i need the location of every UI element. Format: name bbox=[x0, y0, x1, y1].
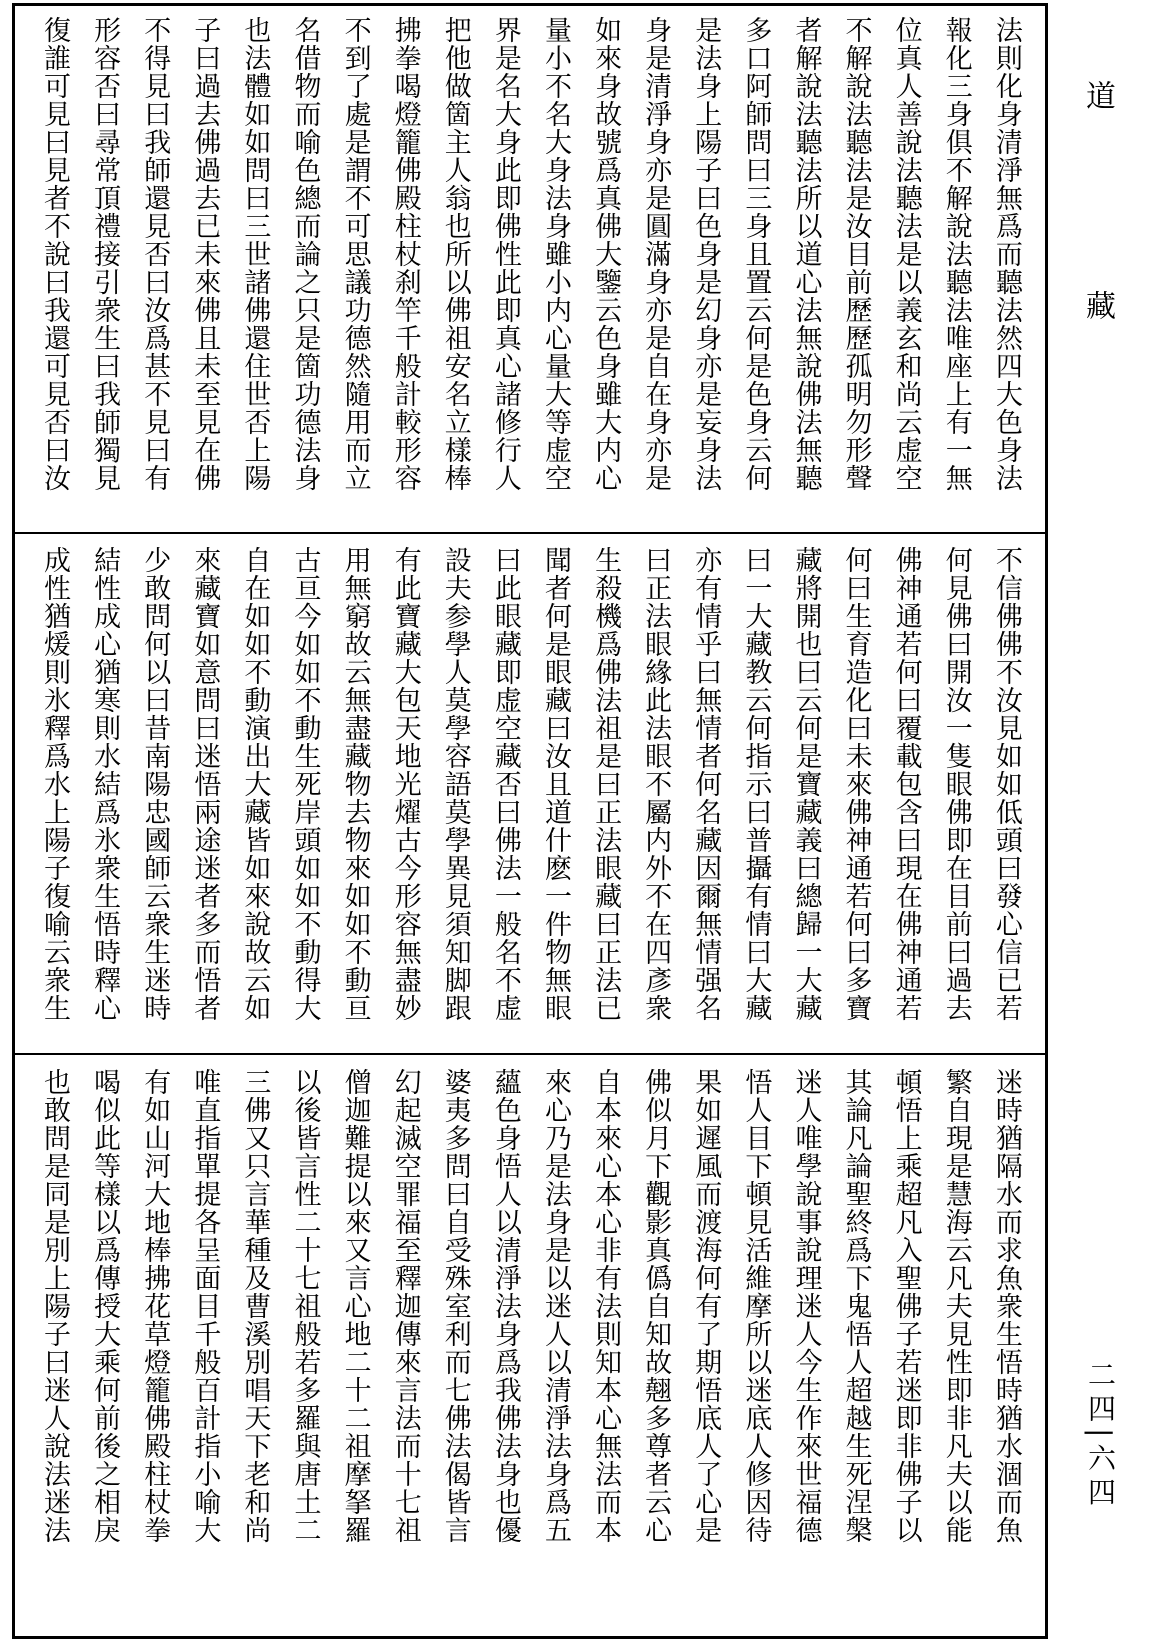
text-column: 名借物而喻色總而論之只是箇功德法身 bbox=[289, 16, 321, 492]
text-column: 用無窮故云無盡藏物去物來如如不動亘 bbox=[339, 546, 371, 1022]
text-column: 悟人目下頓見活維摩所以迷底人修因待 bbox=[740, 1068, 772, 1544]
text-column: 有此寶藏大包天地光燿古今形容無盡妙 bbox=[389, 546, 421, 1022]
text-column: 形容否曰尋常頂禮接引衆生曰我師獨見 bbox=[89, 16, 121, 492]
text-column: 子曰過去佛過去已未來佛且未至見在佛 bbox=[189, 16, 221, 492]
text-column: 報化三身俱不解說法聽法唯座上有一無 bbox=[940, 16, 972, 492]
text-column: 少敢問何以曰昔南陽忠國師云衆生迷時 bbox=[139, 546, 171, 1022]
text-band-bottom bbox=[15, 1068, 1045, 1623]
text-column: 者解說法聽法所以道心法無說佛法無聽 bbox=[790, 16, 822, 492]
text-band-top bbox=[15, 16, 1045, 521]
text-column: 結性成心猶寒則水結爲氷衆生悟時釋心 bbox=[89, 546, 121, 1022]
text-column: 量小不名大身法身雖小内心量大等虚空 bbox=[539, 16, 571, 492]
text-column: 拂拳喝燈籠佛殿柱杖刹竿千般計較形容 bbox=[389, 16, 421, 492]
text-column: 復誰可見曰見者不說曰我還可見否曰汝 bbox=[39, 16, 71, 492]
text-column: 曰正法眼緣此法眼不屬内外不在四彥衆 bbox=[640, 546, 672, 1022]
text-column: 亦有情乎曰無情者何名藏因爾無情强名 bbox=[690, 546, 722, 1022]
text-column: 來藏寶如意問曰迷悟兩途迷者多而悟者 bbox=[189, 546, 221, 1022]
text-column: 界是名大身此即佛性此即真心諸修行人 bbox=[489, 16, 521, 492]
text-column: 位真人善說法聽法是以義玄和尚云虚空 bbox=[890, 16, 922, 492]
text-column: 繁自現是慧海云凡夫見性即非凡夫以能 bbox=[940, 1068, 972, 1544]
text-column: 蘊色身悟人以清淨法身爲我佛法身也優 bbox=[489, 1068, 521, 1544]
text-column: 何曰生育造化曰未來佛神通若何曰多寶 bbox=[840, 546, 872, 1022]
text-column: 頓悟上乘超凡入聖佛子若迷即非佛子以 bbox=[890, 1068, 922, 1544]
margin-page-number: 二四|六四 bbox=[1084, 1360, 1117, 1512]
text-column: 來心乃是法身是以迷人以清淨法身爲五 bbox=[539, 1068, 571, 1544]
text-column: 藏將開也曰云何是寶藏義曰總歸一大藏 bbox=[790, 546, 822, 1022]
text-column: 聞者何是眼藏曰汝且道什麽一件物無眼 bbox=[539, 546, 571, 1022]
text-column: 不到了處是謂不可思議功德然隨用而立 bbox=[339, 16, 371, 492]
text-column: 生殺機爲佛法祖是曰正法眼藏曰正法已 bbox=[590, 546, 622, 1022]
text-column: 三佛又只言華種及曹溪別唱天下老和尚 bbox=[239, 1068, 271, 1544]
text-column: 迷時猶隔水而求魚衆生悟時猶水涸而魚 bbox=[990, 1068, 1022, 1544]
text-column: 幻起滅空罪福至釋迦傳來言法而十七祖 bbox=[389, 1068, 421, 1544]
text-column: 也敢問是同是別上陽子曰迷人說法迷法 bbox=[39, 1068, 71, 1544]
text-column: 曰一大藏教云何指示曰普攝有情曰大藏 bbox=[740, 546, 772, 1022]
text-column: 喝似此等樣以爲傳授大乘何前後之相戾 bbox=[89, 1068, 121, 1544]
text-column: 成性猶煖則氷釋爲水上陽子復喻云衆生 bbox=[39, 546, 71, 1022]
text-column: 也法體如如問曰三世諸佛還住世否上陽 bbox=[239, 16, 271, 492]
text-column: 何見佛曰開汝一隻眼佛即在目前曰過去 bbox=[940, 546, 972, 1022]
text-column: 法則化身清淨無爲而聽法然四大色身法 bbox=[990, 16, 1022, 492]
text-column: 迷人唯學說事說理迷人今生作來世福德 bbox=[790, 1068, 822, 1544]
text-column: 不信佛佛不汝見如如低頭曰發心信已若 bbox=[990, 546, 1022, 1022]
text-column: 唯直指單提各呈面目千般百計指小喻大 bbox=[189, 1068, 221, 1544]
text-column: 佛神通若何曰覆載包含曰現在佛神通若 bbox=[890, 546, 922, 1022]
text-column: 多口阿師問曰三身且置云何是色身云何 bbox=[740, 16, 772, 492]
band-divider-bottom bbox=[15, 1053, 1045, 1055]
text-column: 如來身故號爲真佛大鑒云色身雖大内心 bbox=[590, 16, 622, 492]
text-column: 不得見曰我師還見否曰汝爲甚不見曰有 bbox=[139, 16, 171, 492]
text-column: 其論凡論聖終爲下鬼悟人超越生死涅槃 bbox=[840, 1068, 872, 1544]
text-band-middle bbox=[15, 546, 1045, 1046]
text-column: 婆夷多問曰自受殊室利而七佛法偈皆言 bbox=[439, 1068, 471, 1544]
text-column: 僧迦難提以來又言心地二十二祖摩拏羅 bbox=[339, 1068, 371, 1544]
text-column: 有如山河大地棒拂花草燈籠佛殿柱杖拳 bbox=[139, 1068, 171, 1544]
band-divider-top bbox=[15, 532, 1045, 534]
text-column: 不解說法聽法是汝目前歷歷孤明勿形聲 bbox=[840, 16, 872, 492]
text-column: 設夫参學人莫學容語莫學異見須知脚跟 bbox=[439, 546, 471, 1022]
text-column: 把他做箇主人翁也所以佛祖安名立樣棒 bbox=[439, 16, 471, 492]
text-column: 古亘今如如不動生死岸頭如如不動得大 bbox=[289, 546, 321, 1022]
margin-title: 道藏 bbox=[1080, 80, 1115, 500]
text-column: 佛似月下觀影真僞自知故翹多尊者云心 bbox=[640, 1068, 672, 1544]
text-column: 是法身上陽子曰色身是幻身亦是妄身法 bbox=[690, 16, 722, 492]
text-column: 自在如如不動演出大藏皆如來說故云如 bbox=[239, 546, 271, 1022]
text-column: 以後皆言性二十七祖般若多羅與唐土二 bbox=[289, 1068, 321, 1544]
page-frame bbox=[12, 3, 1048, 1639]
text-column: 曰此眼藏即虚空藏否曰佛法一般名不虚 bbox=[489, 546, 521, 1022]
text-column: 身是清淨身亦是圓滿身亦是自在身亦是 bbox=[640, 16, 672, 492]
text-column: 自本來心本心非有法則知本心無法而本 bbox=[590, 1068, 622, 1544]
text-column: 果如遲風而渡海何有了期悟底人了心是 bbox=[690, 1068, 722, 1544]
